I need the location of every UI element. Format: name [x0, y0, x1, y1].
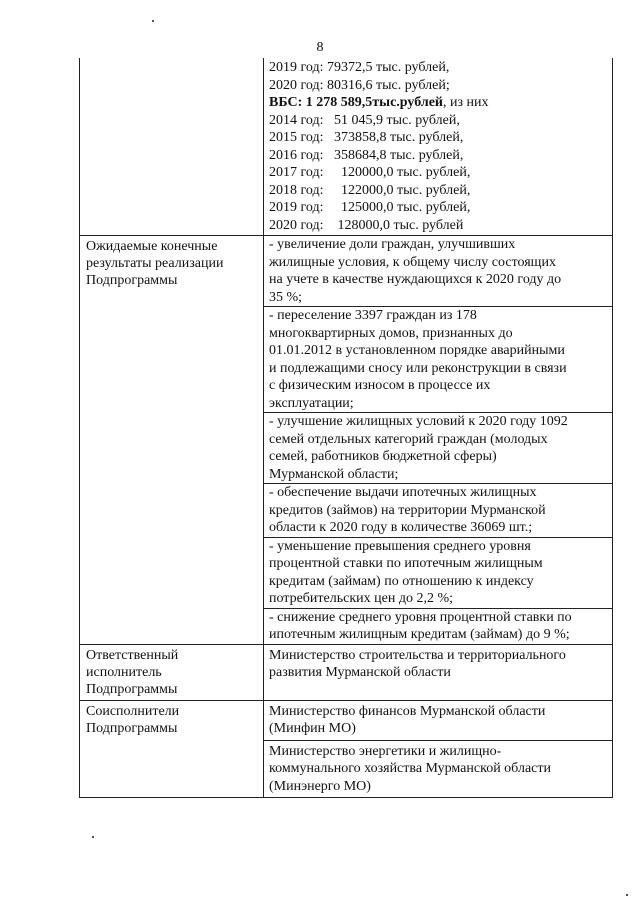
vbs-total-line — [269, 94, 607, 112]
result-line: потребительских цен до 2,2 %; — [269, 591, 454, 606]
vbs-year-line: 2018 год: 122000,0 тыс. рублей, — [269, 182, 471, 198]
coexecutors-label-line: Подпрограммы — [86, 720, 178, 736]
responsible-label-line: Подпрограммы — [86, 681, 178, 697]
financing-row — [80, 58, 612, 235]
scan-speck — [152, 20, 154, 22]
vbs-year-line: 2015 год: 373858,8 тыс. рублей, — [269, 130, 464, 145]
coexecutors-value-cell — [264, 701, 612, 798]
result-line: 01.01.2012 в установленном порядке аварийными — [269, 343, 565, 358]
result-line: семей отдельных категорий граждан (молодых — [269, 431, 548, 447]
financing-value-cell — [264, 58, 612, 235]
result-line: - обеспечение выдачи ипотечных жилищных — [269, 485, 537, 500]
coexecutors-row — [80, 700, 612, 798]
result-line: - снижение среднего уровня процентной ставки по — [269, 609, 572, 625]
program-passport-table — [79, 58, 613, 798]
result-line: - переселение 3397 граждан из 178 — [269, 308, 477, 323]
coexecutors-label-cell — [80, 701, 264, 798]
result-line: 35 %; — [269, 289, 303, 305]
responsible-row — [80, 644, 612, 700]
result-line: - увеличение доли граждан, улучшивших — [269, 237, 516, 252]
result-line: на учете в качестве нуждающихся к 2020 году до — [269, 272, 562, 287]
financing-label-cell — [80, 58, 264, 235]
coexecutor-line: (Минэнерго МО) — [269, 778, 371, 794]
results-label-line: Ожидаемые конечные — [86, 239, 218, 254]
coexecutor-line: коммунального хозяйства Мурманской области — [269, 761, 551, 776]
result-line: семей, работников бюджетной сферы) — [269, 449, 497, 464]
coexecutor-line: (Минфин МО) — [269, 721, 356, 736]
results-label-line: результаты реализации — [86, 256, 224, 271]
page-number: 8 — [316, 40, 324, 55]
result-item — [264, 537, 612, 608]
responsible-value-cell — [264, 645, 612, 700]
result-line: области к 2020 году в количестве 36069 шт.; — [269, 520, 533, 535]
responsible-label-line: Ответственный — [86, 647, 179, 663]
results-label-cell — [80, 236, 264, 644]
coexecutors-label-line: Соисполнители — [86, 703, 180, 719]
vbs-total-label: ВБС: 1 278 589,5тыс.рублей — [269, 95, 443, 110]
result-line: - уменьшение превышения среднего уровня — [269, 538, 531, 554]
results-value-cell — [264, 236, 612, 644]
result-line: и подлежащими сносу или реконструкции в связи — [269, 360, 567, 376]
responsible-value-line: Министерство строительства и территориального — [269, 647, 566, 663]
vbs-year-line: 2020 год: 128000,0 тыс. рублей — [269, 217, 464, 233]
scan-speck — [626, 894, 628, 896]
scan-speck — [92, 836, 94, 838]
vbs-year-line: 2014 год: 51 045,9 тыс. рублей, — [269, 112, 460, 128]
coexecutor-line: Министерство финансов Мурманской области — [269, 703, 546, 719]
result-line: кредитам (займам) по отношению к индексу — [269, 573, 534, 589]
financing-line: 2019 год: 79372,5 тыс. рублей, — [269, 60, 450, 75]
result-item — [264, 483, 612, 537]
result-line: Мурманской области; — [269, 466, 399, 482]
result-item — [264, 412, 612, 483]
result-item — [264, 306, 612, 412]
results-label-line: Подпрограммы — [86, 273, 178, 288]
result-item — [264, 236, 612, 306]
vbs-year-line: 2017 год: 120000,0 тыс. рублей, — [269, 165, 471, 180]
result-line: с физическим износом в процессе их — [269, 378, 491, 393]
responsible-label-line: исполнитель — [86, 664, 162, 680]
vbs-year-line: 2019 год: 125000,0 тыс. рублей, — [269, 200, 471, 215]
vbs-total-suffix: , из них — [443, 95, 489, 110]
vbs-year-line: 2016 год: 358684,8 тыс. рублей, — [269, 147, 464, 163]
coexecutor-item — [264, 701, 612, 740]
result-line: эксплуатации; — [269, 395, 354, 411]
responsible-value-line: развития Мурманской области — [269, 665, 451, 680]
coexecutor-line: Министерство энергетики и жилищно- — [269, 743, 502, 759]
financing-line: 2020 год: 80316,6 тыс. рублей; — [269, 77, 450, 93]
responsible-label-cell — [80, 645, 264, 700]
coexecutor-item — [264, 740, 612, 798]
result-line: жилищные условия, к общему числу состоящих — [269, 254, 556, 270]
result-line: многоквартирных домов, признанных до — [269, 325, 513, 341]
result-line: ипотечным жилищным кредитам (займам) до 9 %; — [269, 627, 570, 642]
result-item — [264, 608, 612, 644]
result-line: - улучшение жилищных условий к 2020 году 1092 — [269, 414, 568, 429]
result-line: процентной ставки по ипотечным жилищным — [269, 556, 543, 571]
result-line: кредитов (займов) на территории Мурманской — [269, 502, 546, 518]
results-row — [80, 235, 612, 644]
